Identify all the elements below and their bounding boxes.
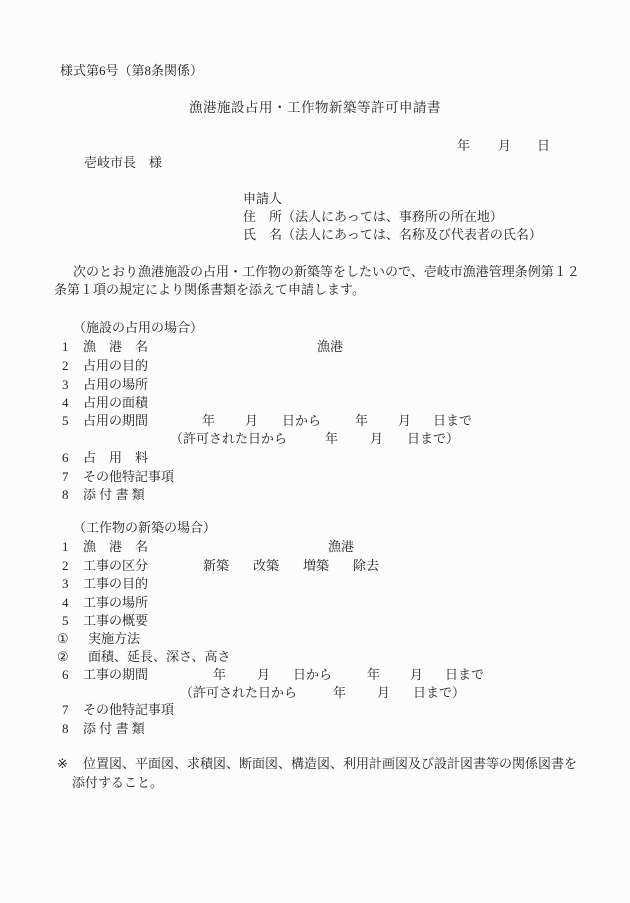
works-section-heading: （工作物の新築の場合）	[73, 520, 217, 535]
date-year-label: 年	[457, 138, 471, 153]
date-month-label: 月	[498, 138, 512, 153]
works-period-to-month: 月	[410, 667, 424, 682]
works-period-from-year: 年	[213, 667, 227, 682]
occupation-item-7-label: その他特記事項	[83, 469, 175, 484]
occupation-period-to-month: 月	[398, 413, 412, 428]
works-category-kaichiku: 改築	[253, 558, 280, 573]
note-line2: 添付すること。	[72, 775, 164, 790]
occupation-period-to-day: 日まで	[433, 413, 473, 428]
works-sub-item-1-number: ①	[57, 631, 69, 646]
works-item-1-number: 1	[62, 539, 69, 554]
works-item-4-label: 工事の場所	[83, 595, 149, 610]
works-category-shinchiku: 新築	[203, 558, 230, 573]
date-day-label: 日	[537, 138, 551, 153]
works-period-note-day: 日まで）	[413, 685, 466, 700]
occupation-port-suffix: 漁港	[317, 339, 344, 354]
works-item-7-number: 7	[62, 702, 69, 717]
works-period-from-day: 日から	[293, 667, 333, 682]
works-item-8-number: 8	[62, 721, 69, 736]
occupation-item-6-number: 6	[62, 450, 69, 465]
works-category-zouchiku: 増築	[303, 558, 330, 573]
applicant-heading: 申請人	[243, 191, 283, 206]
occupation-period-note-prefix: （許可された日から	[170, 431, 288, 446]
occupation-period-note-month: 月	[370, 431, 384, 446]
works-category-jokyo: 除去	[353, 558, 380, 573]
occupation-section-heading: （施設の占用の場合）	[73, 320, 204, 335]
works-item-3-label: 工事の目的	[83, 576, 149, 591]
occupation-period-to-year: 年	[355, 413, 369, 428]
occupation-item-5-label: 占用の期間	[83, 413, 149, 428]
occupation-item-8-number: 8	[62, 487, 69, 502]
form-number: 様式第6号（第8条関係）	[60, 63, 204, 78]
works-item-6-label: 工事の期間	[83, 667, 149, 682]
works-item-1-label: 漁 港 名	[83, 539, 149, 554]
applicant-name-label: 氏 名（法人にあっては、名称及び代表者の氏名）	[243, 227, 542, 242]
occupation-period-from-day: 日から	[282, 413, 322, 428]
works-item-4-number: 4	[62, 595, 69, 610]
body-paragraph-line2: 条第１項の規定により関係書類を添えて申請します。	[54, 282, 365, 297]
works-sub-item-1-label: 実施方法	[88, 631, 141, 646]
occupation-item-2-label: 占用の目的	[83, 358, 149, 373]
works-item-2-label: 工事の区分	[83, 558, 149, 573]
works-item-7-label: その他特記事項	[83, 702, 175, 717]
works-period-to-day: 日まで	[445, 667, 485, 682]
addressee: 壱岐市長 様	[84, 155, 163, 170]
works-period-note-year: 年	[333, 685, 347, 700]
works-item-3-number: 3	[62, 576, 69, 591]
occupation-item-5-number: 5	[62, 413, 69, 428]
works-period-note-month: 月	[377, 685, 391, 700]
occupation-item-1-label: 漁 港 名	[83, 339, 149, 354]
works-item-6-number: 6	[62, 667, 69, 682]
works-sub-item-2-number: ②	[57, 649, 69, 664]
works-period-to-year: 年	[367, 667, 381, 682]
occupation-period-note-year: 年	[325, 431, 339, 446]
works-period-note-prefix: （許可された日から	[180, 685, 298, 700]
occupation-item-7-number: 7	[62, 469, 69, 484]
occupation-item-2-number: 2	[62, 358, 69, 373]
works-item-2-number: 2	[62, 558, 69, 573]
page-title: 漁港施設占用・工作物新築等許可申請書	[189, 100, 441, 115]
occupation-item-4-number: 4	[62, 395, 69, 410]
occupation-item-6-label: 占 用 料	[83, 450, 149, 465]
note-mark: ※	[57, 756, 68, 771]
occupation-item-3-number: 3	[62, 377, 69, 392]
works-sub-item-2-label: 面積、延長、深さ、高さ	[88, 649, 231, 664]
occupation-item-3-label: 占用の場所	[83, 377, 149, 392]
works-port-suffix: 漁港	[328, 539, 355, 554]
occupation-period-note-day: 日まで）	[407, 431, 460, 446]
works-item-5-number: 5	[62, 613, 69, 628]
occupation-item-4-label: 占用の面積	[83, 395, 149, 410]
body-paragraph-line1: 次のとおり漁港施設の占用・工作物の新築等をしたいので、壱岐市漁港管理条例第１２	[60, 264, 580, 279]
occupation-period-from-month: 月	[245, 413, 259, 428]
works-item-5-label: 工事の概要	[83, 613, 149, 628]
applicant-address-label: 住 所（法人にあっては、事務所の所在地）	[243, 209, 503, 224]
occupation-period-from-year: 年	[202, 413, 216, 428]
occupation-item-8-label: 添 付 書 類	[83, 487, 145, 502]
works-item-8-label: 添 付 書 類	[83, 721, 145, 736]
occupation-item-1-number: 1	[62, 339, 69, 354]
works-period-from-month: 月	[257, 667, 271, 682]
note-line1: 位置図、平面図、求積図、断面図、構造図、利用計画図及び設計図書等の関係図書を	[83, 756, 578, 771]
